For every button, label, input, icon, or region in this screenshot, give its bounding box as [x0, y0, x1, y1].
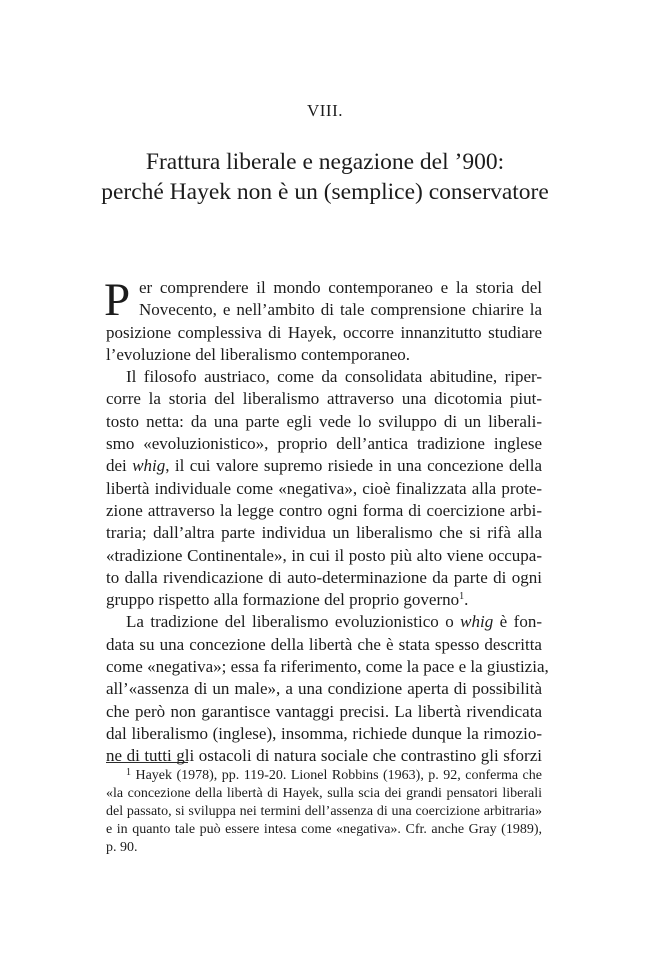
- text-line: to dalla rivendicazione di auto-determinazione da parte di ogni: [106, 567, 542, 587]
- text-line: [106, 634, 542, 656]
- text-line: libertà individuale come «negativa», cioè finalizzata alla prote-: [106, 478, 542, 498]
- text-line: come «negativa»; essa fa riferimento, come la pace e la giustizia,: [106, 657, 549, 677]
- text-line: posizione complessiva di Hayek, occorre innanzitutto studiare: [106, 322, 542, 342]
- text-line: «tradizione Continentale», in cui il posto più alto viene occupa-: [106, 545, 542, 565]
- text-line: er comprendere il mondo contemporaneo e la storia del: [139, 278, 542, 297]
- text-line: tosto netta: da una parte egli vede lo sviluppo di un liberali-: [106, 411, 542, 431]
- italic-term: whig: [132, 456, 166, 476]
- text-line: smo «evoluzionistico», proprio dell’antica tradizione inglese: [106, 434, 542, 454]
- text-line: dal liberalismo (inglese), insomma, richiede dunque la rimozio-: [106, 723, 542, 743]
- text-line: zione attraverso la legge contro ogni forma di coercizione arbi-: [106, 500, 542, 520]
- text-line: Il filosofo austriaco, come da consolidata abitudine, riper-: [126, 367, 542, 387]
- text-line: corre la storia del liberalismo attraverso una dicotomia piut-: [106, 389, 542, 409]
- footnote-line: e in quanto tale può essere intesa come «negativa». Cfr. anche Gray (1989),: [106, 822, 542, 837]
- footnote-line: del passato, si sviluppa nei termini dell’assenza di una coercizione arbitraria»: [106, 804, 542, 819]
- text-run: Hayek (1978), pp. 119-20. Lionel Robbins (1963), p. 92, conferma che: [131, 768, 542, 783]
- chapter-title-line-1: Frattura liberale e negazione del ’900:: [145, 149, 505, 175]
- text-run: spesso descritta: [434, 634, 542, 654]
- footnote-line: p. 90.: [106, 840, 138, 855]
- footnote-ref: 1: [459, 591, 465, 603]
- chapter-number: VIII.: [306, 101, 343, 120]
- text-line: ne di tutti gli ostacoli di natura sociale che contrastino gli sforzi: [106, 746, 542, 766]
- text-line: che però non garantisce vantaggi precisi. La libertà rivendicata: [106, 701, 542, 721]
- text-run: data su una concezione della libertà che è stata: [106, 634, 435, 654]
- chapter-title-line-2: perché Hayek non è un (semplice) conservatore: [101, 179, 549, 205]
- drop-cap: P: [104, 274, 131, 326]
- chapter-title: [0, 147, 650, 207]
- text-line: [106, 455, 542, 477]
- footnote-line: «la concezione della libertà di Hayek, sulla scia dei grandi pensatori liberali: [106, 786, 542, 801]
- text-line: all’«assenza di un male», a una condizione aperta di possibilità: [106, 679, 542, 699]
- text-run: .: [464, 590, 469, 610]
- text-run: è fon-: [493, 612, 542, 632]
- text-run: dei: [106, 456, 133, 476]
- text-run: gruppo rispetto alla formazione del proprio governo: [106, 590, 460, 610]
- text-line: [106, 589, 542, 611]
- footnote: [106, 767, 542, 857]
- text-line: l’evoluzione del liberalismo contemporaneo.: [106, 344, 411, 364]
- text-line: Novecento, e nell’ambito di tale comprensione chiarire la: [139, 300, 542, 320]
- text-run: , il cui valore supremo risiede in una concezione della: [165, 456, 542, 476]
- body-text: [104, 274, 549, 768]
- italic-term: whig: [460, 612, 494, 632]
- footnote-rule: [106, 762, 188, 763]
- footnote-line: [106, 767, 542, 785]
- text-run: La tradizione del liberalismo evoluzionistico o: [126, 612, 461, 632]
- footnote-number: 1: [126, 767, 131, 778]
- text-line: [106, 611, 542, 633]
- text-line: traria; dall’altra parte individua un liberalismo che si rifà alla: [106, 523, 542, 543]
